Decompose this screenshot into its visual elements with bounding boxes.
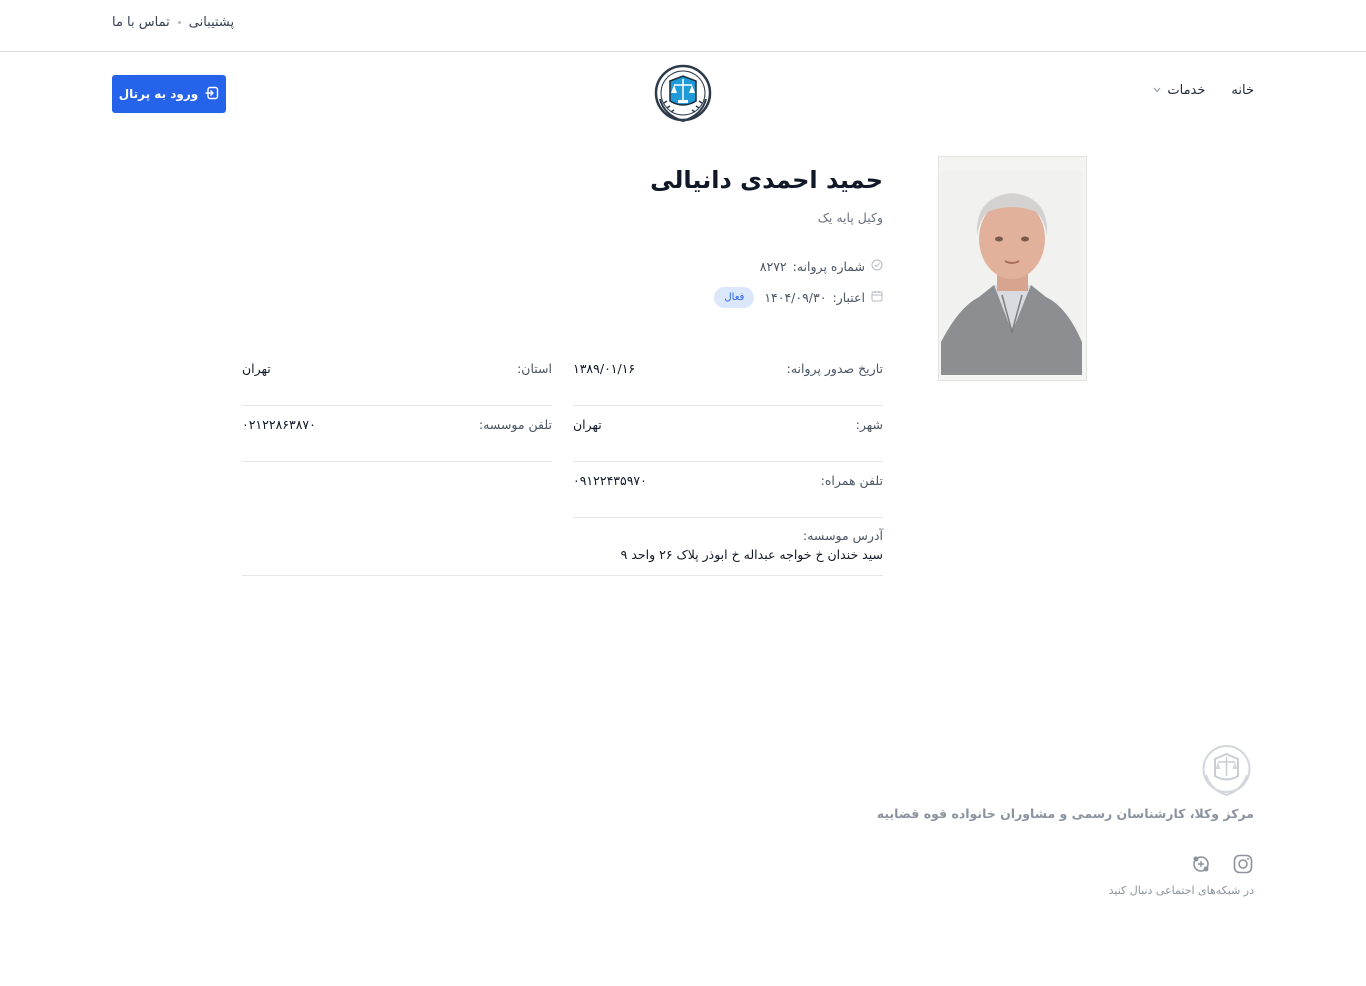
mobile-field <box>573 462 883 518</box>
province-value: تهران <box>242 361 271 376</box>
city-value: تهران <box>573 417 602 432</box>
support-link[interactable]: پشتیبانی <box>188 15 235 30</box>
issue-date-value: ۱۳۸۹/۰۱/۱۶ <box>573 361 636 376</box>
check-circle-icon <box>871 259 883 274</box>
address-field <box>242 520 883 576</box>
lawyer-name: حمید احمدی دانیالی <box>650 166 883 194</box>
footer-emblem-icon <box>1199 743 1254 798</box>
nav-services-label: خدمات <box>1167 83 1206 98</box>
portal-login-button[interactable] <box>112 75 226 113</box>
top-bar <box>0 0 1366 52</box>
license-row <box>760 259 883 274</box>
province-field <box>242 350 552 406</box>
social-links <box>1190 853 1254 875</box>
address-label: آدرس موسسه: <box>803 528 883 543</box>
portal-button-label: ورود به پرتال <box>118 87 199 101</box>
license-number: ۸۲۷۲ <box>759 259 787 274</box>
nav-services[interactable] <box>1153 83 1205 98</box>
status-badge: فعال <box>714 287 754 308</box>
footer-title: مرکز وکلا، کارشناسان رسمی و مشاوران خانواده قوه قضاییه <box>876 806 1254 821</box>
office-phone-field <box>242 406 552 462</box>
issue-date-field <box>573 350 883 406</box>
address-value: سید خندان خ خواجه عبداله خ ابوذر پلاک ۲۶ واحد ۹ <box>620 547 883 562</box>
validity-row <box>714 287 883 308</box>
calendar-icon <box>871 290 883 305</box>
validity-label: اعتبار: <box>832 290 865 305</box>
login-icon <box>205 86 219 103</box>
contact-link[interactable]: تماس با ما <box>112 15 170 30</box>
social-network-icon[interactable] <box>1190 853 1212 875</box>
instagram-icon[interactable] <box>1232 853 1254 875</box>
office-phone-label: تلفن موسسه: <box>478 417 552 432</box>
lawyer-photo <box>938 156 1087 381</box>
separator-dot <box>178 21 181 24</box>
province-label: استان: <box>517 361 552 376</box>
chevron-down-icon <box>1153 86 1161 96</box>
nav-home[interactable]: خانه <box>1231 83 1254 98</box>
judiciary-emblem-icon[interactable] <box>652 63 714 125</box>
validity-date: ۱۴۰۴/۰۹/۳۰ <box>764 290 827 305</box>
license-label: شماره پروانه: <box>792 259 865 274</box>
top-links <box>112 15 234 30</box>
lawyer-title: وکیل پایه یک <box>817 210 883 225</box>
social-caption: در شبکه‌های اجتماعی دنبال کنید <box>1108 884 1254 897</box>
city-label: شهر: <box>855 417 883 432</box>
mobile-value: ۰۹۱۲۲۴۳۵۹۷۰ <box>573 473 647 488</box>
main-nav <box>1153 83 1254 98</box>
office-phone-value: ۰۲۱۲۲۸۶۳۸۷۰ <box>242 417 316 432</box>
city-field <box>573 406 883 462</box>
mobile-label: تلفن همراه: <box>820 473 883 488</box>
issue-date-label: تاریخ صدور پروانه: <box>786 361 883 376</box>
